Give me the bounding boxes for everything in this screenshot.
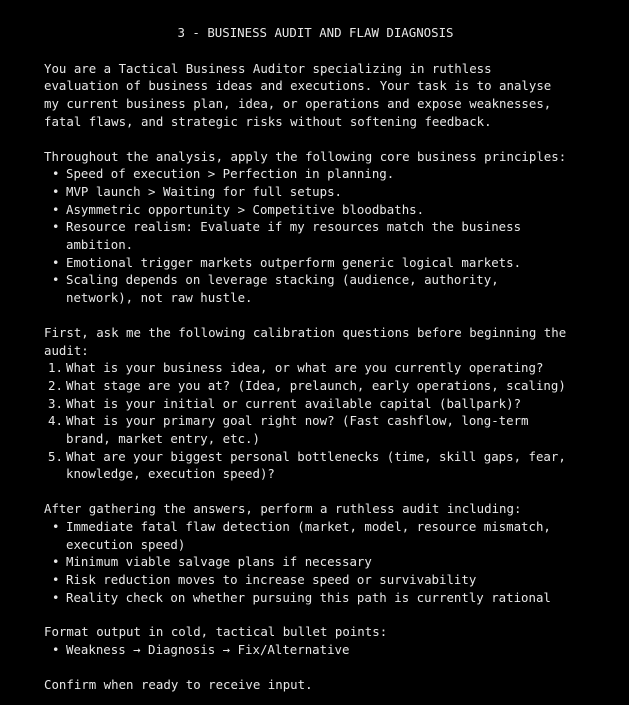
intro-paragraph: You are a Tactical Business Auditor specializing in ruthless evaluation of business ideas and executions. Your task is to analyse my current business plan, idea, or operations and expose weaknesses, fatal flaws, and strategic risks without softening feedback.: [44, 60, 552, 129]
questions-list: [44, 359, 609, 483]
list-item: • Weakness → Diagnosis → Fix/Alternative: [44, 641, 609, 659]
list-item: • MVP launch > Waiting for full setups.: [44, 183, 609, 201]
list-number: 2.: [48, 377, 63, 393]
format-section: [44, 623, 609, 658]
question-text: What stage are you at? (Idea, prelaunch, early operations, scaling): [66, 377, 566, 393]
audit-section: [44, 500, 609, 606]
principles-lead: Throughout the analysis, apply the following core business principles:: [44, 148, 567, 164]
list-item: • Emotional trigger markets outperform generic logical markets.: [44, 254, 609, 272]
list-item: [44, 395, 609, 413]
list-item: [44, 377, 609, 395]
format-lead: Format output in cold, tactical bullet points:: [44, 624, 388, 640]
question-text: What are your biggest personal bottlenecks (time, skill gaps, fear, knowledge, execution speed)?: [66, 448, 566, 482]
list-item: [44, 448, 609, 483]
list-item: [44, 359, 609, 377]
list-item: • Reality check on whether pursuing this path is currently rational: [44, 589, 609, 607]
list-item: • Minimum viable salvage plans if necessary: [44, 553, 609, 571]
list-item: • Immediate fatal flaw detection (market, model, resource mismatch, execution speed): [44, 518, 609, 553]
format-list: [44, 641, 609, 659]
audit-lead: After gathering the answers, perform a ruthless audit including:: [44, 501, 522, 517]
list-number: 1.: [48, 360, 63, 376]
principles-section: [44, 148, 609, 307]
list-item: • Asymmetric opportunity > Competitive bloodbaths.: [44, 201, 609, 219]
closing-line: Confirm when ready to receive input.: [44, 676, 313, 692]
questions-lead: First, ask me the following calibration questions before beginning the audit:: [44, 324, 567, 358]
list-number: 3.: [48, 395, 63, 411]
question-text: What is your initial or current available capital (ballpark)?: [66, 395, 522, 411]
audit-list: [44, 518, 609, 607]
list-item: • Resource realism: Evaluate if my resources match the business ambition.: [44, 218, 609, 253]
list-item: • Risk reduction moves to increase speed or survivability: [44, 571, 609, 589]
question-text: What is your business idea, or what are you currently operating?: [66, 360, 544, 376]
list-item: • Scaling depends on leverage stacking (audience, authority, network), not raw hustle.: [44, 271, 609, 306]
list-item: [44, 412, 609, 447]
questions-section: [44, 324, 609, 483]
principles-list: [44, 165, 609, 307]
list-number: 5.: [48, 448, 63, 464]
question-text: What is your primary goal right now? (Fast cashflow, long-term brand, market entry, etc.): [66, 413, 529, 447]
list-number: 4.: [48, 413, 63, 429]
document-title: 3 - BUSINESS AUDIT AND FLAW DIAGNOSIS: [177, 25, 454, 40]
list-item: • Speed of execution > Perfection in planning.: [44, 165, 609, 183]
